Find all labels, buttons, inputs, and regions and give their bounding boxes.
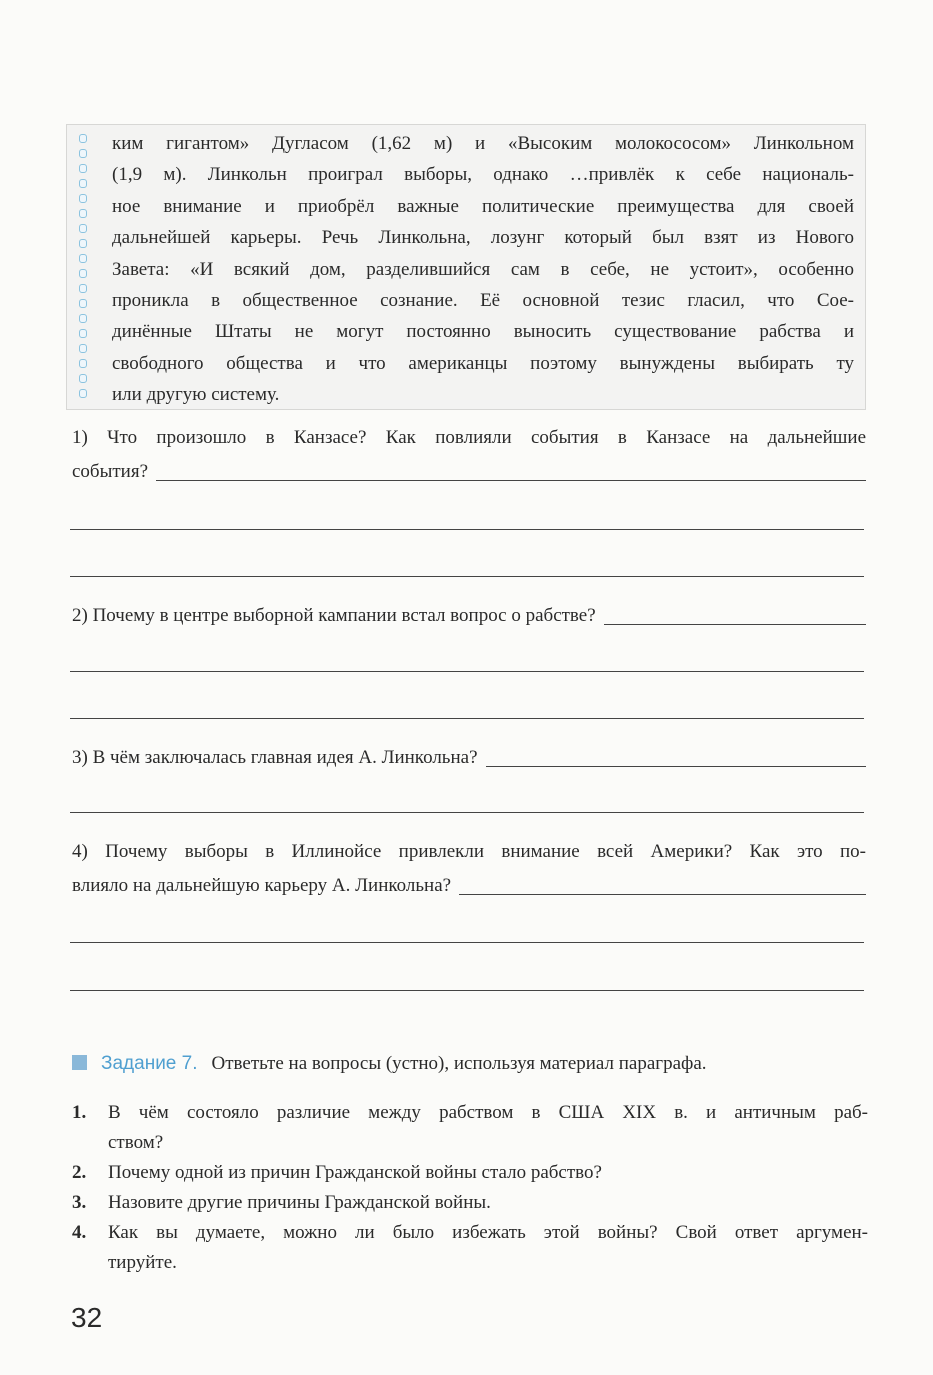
ring-icon	[79, 329, 87, 338]
question-4-text-cont: влияло на дальнейшую карьеру А. Линкольна?	[72, 875, 452, 896]
answer-line[interactable]	[156, 479, 866, 481]
list-item	[72, 1218, 868, 1278]
item-text: Как вы думаете, можно ли было избежать этой войны? Свой ответ аргумен-	[108, 1222, 868, 1243]
question-1-text-cont: события?	[72, 461, 149, 482]
answer-line[interactable]	[70, 942, 864, 943]
binder-rings-decoration	[76, 134, 90, 398]
item-text: Почему одной из причин Гражданской войны стало рабство?	[108, 1162, 602, 1183]
quote-line: или другую систему.	[112, 384, 280, 406]
ring-icon	[79, 164, 87, 173]
ring-icon	[79, 134, 87, 143]
ring-icon	[79, 194, 87, 203]
page-number: 32	[71, 1302, 103, 1333]
quote-line: ное внимание и приобрёл важные политические преимущества для своей	[112, 195, 854, 217]
question-4-text: 4) Почему выборы в Иллинойсе привлекли внимание всей Америки? Как это по-	[72, 841, 866, 862]
answer-line[interactable]	[70, 718, 864, 719]
ring-icon	[79, 209, 87, 218]
item-text-cont: тируйте.	[108, 1252, 177, 1273]
answer-line[interactable]	[70, 576, 864, 577]
quote-line: ким гигантом» Дугласом (1,62 м) и «Высоким молокососом» Линкольном	[112, 133, 854, 154]
question-1	[72, 421, 866, 489]
ring-icon	[79, 299, 87, 308]
ring-icon	[79, 344, 87, 353]
task-7-header	[72, 1050, 872, 1078]
answer-line[interactable]	[70, 990, 864, 991]
question-3	[72, 741, 866, 775]
quote-line: Завета: «И всякий дом, разделившийся сам в себе, не устоит», особенно	[112, 258, 854, 280]
answer-line[interactable]	[604, 623, 866, 625]
square-bullet-icon	[72, 1055, 87, 1070]
answer-line[interactable]	[70, 529, 864, 530]
task-7-list	[72, 1098, 868, 1278]
ring-icon	[79, 224, 87, 233]
quote-line: (1,9 м). Линкольн проиграл выборы, однако …привлёк к себе националь-	[112, 164, 854, 186]
task-7-title: Задание 7.	[101, 1053, 198, 1074]
ring-icon	[79, 179, 87, 188]
item-number: 3.	[72, 1192, 87, 1213]
ring-icon	[79, 239, 87, 248]
question-4	[72, 835, 866, 903]
ring-icon	[79, 284, 87, 293]
ring-icon	[79, 254, 87, 263]
quote-line: проникла в общественное сознание. Её основной тезис гласил, что Сое-	[112, 290, 854, 312]
question-1-text: 1) Что произошло в Канзасе? Как повлияли события в Канзасе на дальнейшие	[72, 427, 866, 448]
item-text: Назовите другие причины Гражданской войны.	[108, 1192, 491, 1213]
quote-line: дальнейшей карьеры. Речь Линкольна, лозунг который был взят из Нового	[112, 227, 854, 249]
ring-icon	[79, 314, 87, 323]
quote-line: свободного общества и что американцы поэтому вынуждены выбирать ту	[112, 352, 854, 374]
task-7-instruction: Ответьте на вопросы (устно), используя материал параграфа.	[211, 1053, 707, 1074]
ring-icon	[79, 389, 87, 398]
ring-icon	[79, 374, 87, 383]
question-2	[72, 599, 866, 633]
list-item	[72, 1098, 868, 1158]
question-3-text: 3) В чём заключалась главная идея А. Линкольна?	[72, 747, 478, 768]
list-item	[72, 1188, 868, 1218]
answer-line[interactable]	[70, 671, 864, 672]
quote-text	[112, 128, 854, 411]
question-2-text: 2) Почему в центре выборной кампании встал вопрос о рабстве?	[72, 605, 596, 626]
ring-icon	[79, 149, 87, 158]
item-text-cont: ством?	[108, 1132, 164, 1153]
answer-line[interactable]	[70, 812, 864, 813]
answer-line[interactable]	[486, 765, 866, 767]
answer-line[interactable]	[459, 893, 866, 895]
quote-line: динённые Штаты не могут постоянно выносить существование рабства и	[112, 321, 854, 343]
item-text: В чём состояло различие между рабством в США XIX в. и античным раб-	[108, 1102, 868, 1123]
item-number: 1.	[72, 1102, 87, 1123]
item-number: 4.	[72, 1222, 87, 1243]
list-item	[72, 1158, 868, 1188]
item-number: 2.	[72, 1162, 87, 1183]
ring-icon	[79, 269, 87, 278]
ring-icon	[79, 359, 87, 368]
